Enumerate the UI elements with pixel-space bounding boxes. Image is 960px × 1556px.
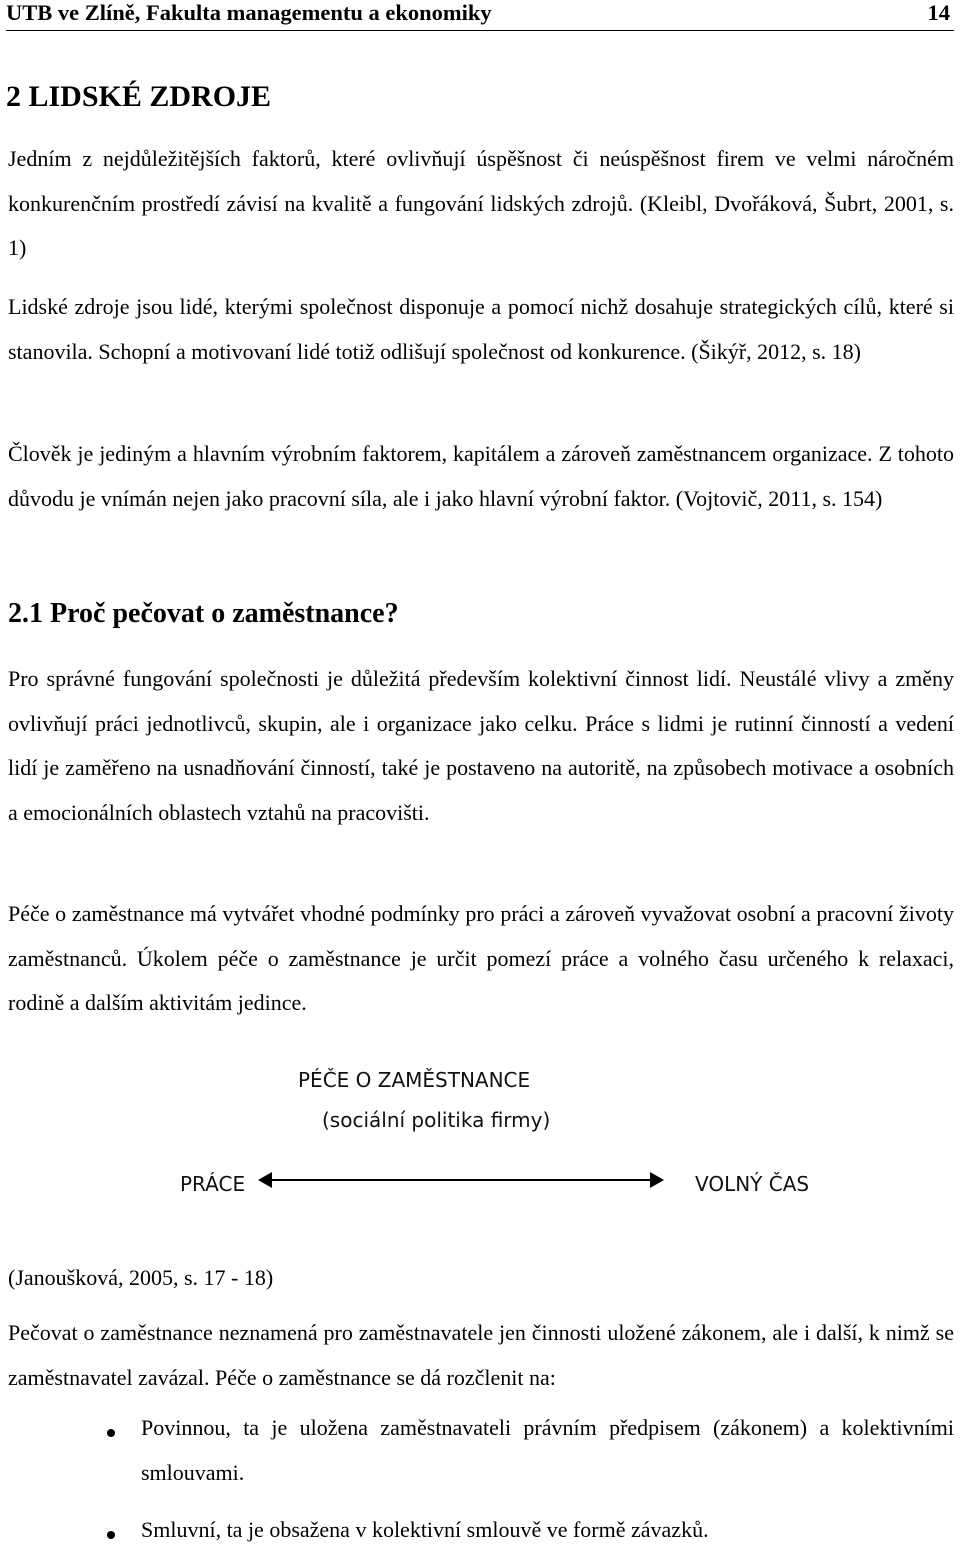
list-item-text: Povinnou, ta je uložena zaměstnavateli právním předpisem (zákonem) a kolektivními smlouvami. [141, 1415, 954, 1485]
bullet-icon [107, 1429, 115, 1437]
paragraph-3: Člověk je jediným a hlavním výrobním faktorem, kapitálem a zároveň zaměstnancem organizace. Z tohoto důvodu je vnímán nejen jako pracovní síla, ale i jako hlavní výrobní faktor. (Vojtovič, 2011, s. 154) [8, 441, 954, 511]
diagram-right-label: VOLNÝ ČAS [695, 1172, 810, 1196]
list-item-text: Smluvní, ta je obsažena v kolektivní smlouvě ve formě závazků. [141, 1517, 709, 1542]
page-header [6, 0, 954, 31]
arrow-head-right-icon [650, 1172, 664, 1188]
diagram-citation: (Janoušková, 2005, s. 17 - 18) [8, 1265, 274, 1290]
paragraph-6: Pečovat o zaměstnance neznamená pro zaměstnavatele jen činnosti uložené zákonem, ale i další, k nimž se zaměstnavatel zavázal. Péče o zaměstnance se dá rozčlenit na: [8, 1320, 954, 1390]
diagram-arrow-graphic [160, 1058, 860, 1208]
header-title: UTB ve Zlíně, Fakulta managementu a ekonomiky [6, 0, 492, 25]
paragraph-2: Lidské zdroje jsou lidé, kterými společnost disponuje a pomocí nichž dosahuje strategických cílů, které si stanovila. Schopní a motivovaní lidé totiž odlišují společnost od konkurence. (Šikýř, 2012, s. 18) [8, 294, 954, 364]
diagram-left-label: PRÁCE [180, 1172, 246, 1196]
page-number: 14 [927, 0, 950, 25]
section-heading: 2.1 Proč pečovat o zaměstnance? [8, 598, 399, 629]
diagram-subtitle: (sociální politika firmy) [322, 1108, 551, 1132]
paragraph-4: Pro správné fungování společnosti je důležitá především kolektivní činnost lidí. Neustálé vlivy a změny ovlivňují práci jednotlivců, skupin, ale i organizace jako celku. Práce s lidmi je rutinní činností a vedení lidí je zaměřeno na usnadňování činností, také je postaveno na autoritě, na způsobech motivace a osobních a emocionálních oblastech vztahů na pracovišti. [8, 666, 954, 825]
paragraph-5: Péče o zaměstnance má vytvářet vhodné podmínky pro práci a zároveň vyvažovat osobní a pracovní životy zaměstnanců. Úkolem péče o zaměstnance je určit pomezí práce a volného času určeného k relaxaci, rodině a dalším aktivitám jedince. [8, 901, 954, 1015]
care-diagram [160, 1058, 860, 1208]
chapter-heading: 2 LIDSKÉ ZDROJE [6, 80, 272, 113]
paragraph-1: Jedním z nejdůležitějších faktorů, které ovlivňují úspěšnost či neúspěšnost firem ve velmi náročném konkurenčním prostředí závisí na kvalitě a fungování lidských zdrojů. (Kleibl, Dvořáková, Šubrt, 2001, s. 1) [8, 146, 954, 260]
arrow-head-left-icon [258, 1172, 272, 1188]
bullet-icon [107, 1531, 115, 1539]
diagram-title: PÉČE O ZAMĚSTNANCE [298, 1068, 531, 1092]
